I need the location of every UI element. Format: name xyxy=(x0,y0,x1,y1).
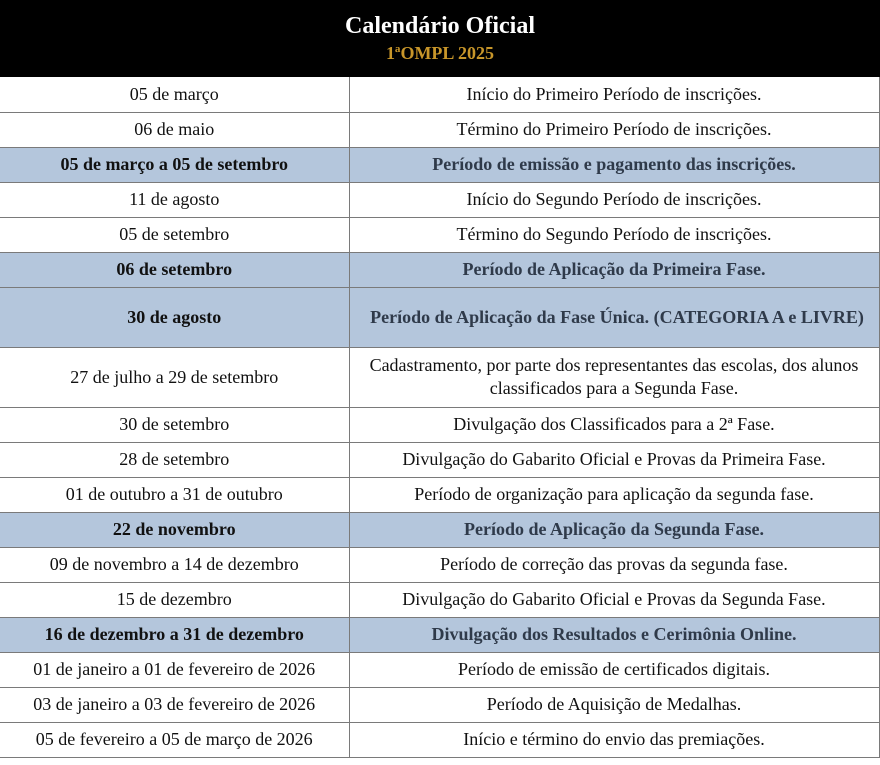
table-row-highlighted xyxy=(0,147,879,182)
table-row xyxy=(0,77,879,112)
table-row xyxy=(0,217,879,252)
date-cell: 06 de maio xyxy=(0,112,349,147)
date-cell: 16 de dezembro a 31 de dezembro xyxy=(0,617,349,652)
date-cell: 30 de setembro xyxy=(0,407,349,442)
page-title: Calendário Oficial xyxy=(345,13,535,39)
date-cell: 11 de agosto xyxy=(0,182,349,217)
table-row-highlighted xyxy=(0,287,879,347)
date-cell: 27 de julho a 29 de setembro xyxy=(0,347,349,407)
table-row xyxy=(0,547,879,582)
event-cell: Período de Aquisição de Medalhas. xyxy=(349,687,879,722)
event-cell: Período de correção das provas da segunda fase. xyxy=(349,547,879,582)
event-cell: Período de emissão de certificados digitais. xyxy=(349,652,879,687)
table-row xyxy=(0,347,879,407)
event-cell: Término do Segundo Período de inscrições. xyxy=(349,217,879,252)
date-cell: 22 de novembro xyxy=(0,512,349,547)
date-cell: 03 de janeiro a 03 de fevereiro de 2026 xyxy=(0,687,349,722)
table-row xyxy=(0,652,879,687)
event-cell: Término do Primeiro Período de inscrições. xyxy=(349,112,879,147)
table-row xyxy=(0,687,879,722)
event-cell: Divulgação dos Classificados para a 2ª Fase. xyxy=(349,407,879,442)
event-cell: Início do Segundo Período de inscrições. xyxy=(349,182,879,217)
table-row xyxy=(0,407,879,442)
event-cell: Divulgação do Gabarito Oficial e Provas da Segunda Fase. xyxy=(349,582,879,617)
event-cell: Divulgação do Gabarito Oficial e Provas da Primeira Fase. xyxy=(349,442,879,477)
date-cell: 01 de outubro a 31 de outubro xyxy=(0,477,349,512)
date-cell: 06 de setembro xyxy=(0,252,349,287)
event-cell: Período de organização para aplicação da segunda fase. xyxy=(349,477,879,512)
event-cell: Início e término do envio das premiações. xyxy=(349,722,879,757)
event-cell: Divulgação dos Resultados e Cerimônia Online. xyxy=(349,617,879,652)
date-cell: 05 de março a 05 de setembro xyxy=(0,147,349,182)
table-row-highlighted xyxy=(0,617,879,652)
table-row xyxy=(0,477,879,512)
table-row xyxy=(0,112,879,147)
event-cell: Período de Aplicação da Primeira Fase. xyxy=(349,252,879,287)
calendar-header xyxy=(0,0,880,77)
date-cell: 09 de novembro a 14 de dezembro xyxy=(0,547,349,582)
event-cell: Período de emissão e pagamento das inscrições. xyxy=(349,147,879,182)
event-cell: Período de Aplicação da Segunda Fase. xyxy=(349,512,879,547)
date-cell: 01 de janeiro a 01 de fevereiro de 2026 xyxy=(0,652,349,687)
event-cell: Cadastramento, por parte dos representantes das escolas, dos alunos classificados para a Segunda Fase. xyxy=(349,347,879,407)
table-row xyxy=(0,722,879,757)
date-cell: 05 de setembro xyxy=(0,217,349,252)
event-cell: Início do Primeiro Período de inscrições. xyxy=(349,77,879,112)
event-cell: Período de Aplicação da Fase Única. (CATEGORIA A e LIVRE) xyxy=(349,287,879,347)
table-row-highlighted xyxy=(0,252,879,287)
page-subtitle: 1ªOMPL 2025 xyxy=(386,43,494,63)
date-cell: 30 de agosto xyxy=(0,287,349,347)
table-row-highlighted xyxy=(0,512,879,547)
table-row xyxy=(0,442,879,477)
table-row xyxy=(0,182,879,217)
calendar-table xyxy=(0,77,880,758)
date-cell: 28 de setembro xyxy=(0,442,349,477)
date-cell: 15 de dezembro xyxy=(0,582,349,617)
date-cell: 05 de março xyxy=(0,77,349,112)
table-row xyxy=(0,582,879,617)
date-cell: 05 de fevereiro a 05 de março de 2026 xyxy=(0,722,349,757)
